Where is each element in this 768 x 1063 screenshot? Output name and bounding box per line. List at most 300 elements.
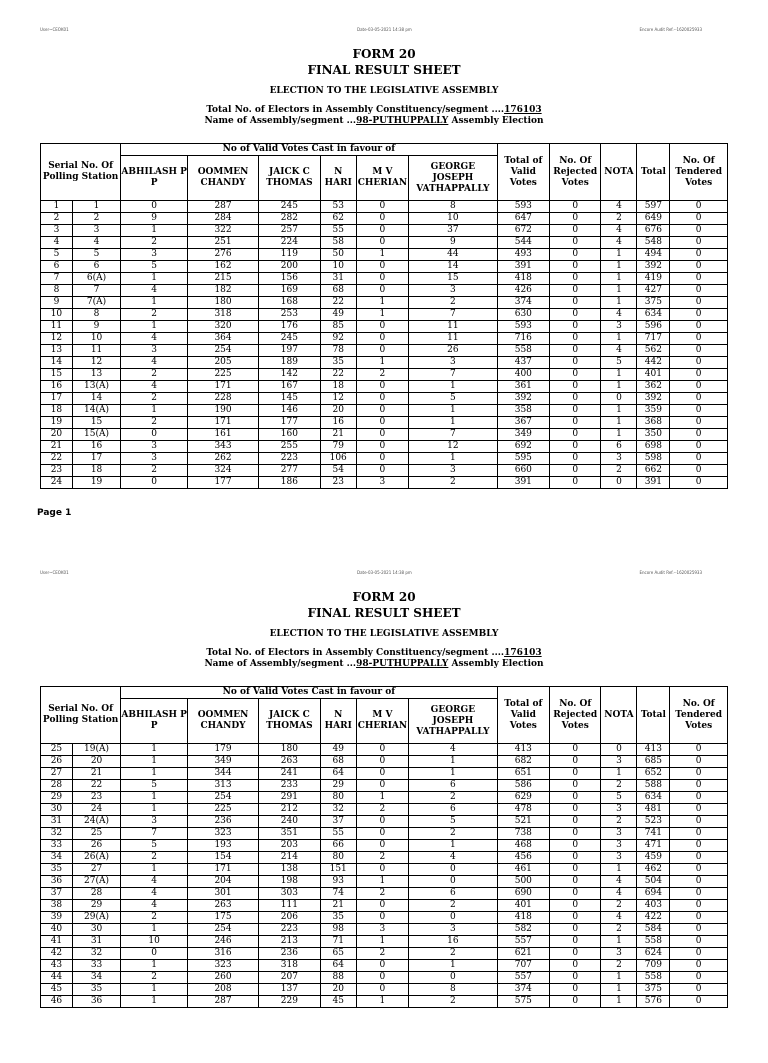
serial-header: Serial No. Of Polling Station — [41, 687, 121, 744]
table-cell: 214 — [259, 852, 321, 864]
table-cell: 44 — [409, 249, 497, 261]
table-cell: 0 — [121, 948, 188, 960]
table-cell: 71 — [320, 936, 356, 948]
table-cell: 10 — [72, 333, 120, 345]
table-cell: 741 — [637, 828, 670, 840]
table-cell: 595 — [497, 453, 549, 465]
table-cell: 161 — [188, 429, 259, 441]
table-cell: 3 — [72, 225, 120, 237]
table-cell: 0 — [550, 876, 601, 888]
table-cell: 0 — [670, 876, 728, 888]
serial-header: Serial No. Of Polling Station — [41, 144, 121, 201]
table-cell: 1 — [121, 768, 188, 780]
table-cell: 0 — [356, 900, 408, 912]
table-cell: 2 — [601, 780, 637, 792]
table-cell: 0 — [670, 297, 728, 309]
table-row — [41, 465, 728, 477]
table-cell: 4 — [601, 225, 637, 237]
table-cell: 50 — [320, 249, 356, 261]
table-row — [41, 477, 728, 489]
table-cell: 0 — [550, 369, 601, 381]
table-cell: 0 — [356, 768, 408, 780]
table-cell: 400 — [497, 369, 549, 381]
table-cell: 0 — [670, 261, 728, 273]
print-date: Date-03-05-2021 14:38 pm — [357, 27, 412, 32]
table-cell: 0 — [121, 477, 188, 489]
table-cell: 0 — [670, 792, 728, 804]
table-cell: 182 — [188, 285, 259, 297]
table-cell: 7 — [121, 828, 188, 840]
table-cell: 1 — [121, 984, 188, 996]
table-cell: 0 — [670, 213, 728, 225]
table-cell: 2 — [409, 477, 497, 489]
table-cell: 391 — [497, 477, 549, 489]
table-cell: 588 — [637, 780, 670, 792]
table-cell: 2 — [356, 369, 408, 381]
table-cell: 4 — [409, 744, 497, 756]
table-cell: 168 — [259, 297, 321, 309]
table-row — [41, 960, 728, 972]
table-row — [41, 429, 728, 441]
table-cell: 14 — [409, 261, 497, 273]
table-cell: 35 — [320, 912, 356, 924]
table-cell: 180 — [259, 744, 321, 756]
result-sheet-page-1 — [0, 0, 768, 520]
table-cell: 18 — [72, 465, 120, 477]
table-cell: 0 — [550, 960, 601, 972]
table-cell: 3 — [356, 477, 408, 489]
table-cell: 287 — [188, 996, 259, 1008]
table-row — [41, 369, 728, 381]
table-row — [41, 345, 728, 357]
table-cell: 4 — [41, 237, 73, 249]
table-cell: 4 — [121, 876, 188, 888]
table-cell: 0 — [356, 237, 408, 249]
table-cell: 3 — [601, 828, 637, 840]
table-cell: 85 — [320, 321, 356, 333]
table-cell: 137 — [259, 984, 321, 996]
table-cell: 78 — [320, 345, 356, 357]
table-cell: 4 — [601, 876, 637, 888]
table-cell: 145 — [259, 393, 321, 405]
table-cell: 322 — [188, 225, 259, 237]
table-cell: 1 — [356, 936, 408, 948]
table-cell: 0 — [670, 309, 728, 321]
table-row — [41, 780, 728, 792]
table-cell: 0 — [550, 780, 601, 792]
table-cell: 206 — [259, 912, 321, 924]
table-cell: 0 — [670, 972, 728, 984]
table-cell: 12 — [72, 357, 120, 369]
assembly-name: 98-PUTHUPPALLY — [356, 116, 449, 126]
table-cell: 1 — [601, 261, 637, 273]
table-cell: 28 — [72, 888, 120, 900]
table-cell: 11 — [409, 321, 497, 333]
table-cell: 254 — [188, 924, 259, 936]
table-cell: 0 — [550, 828, 601, 840]
table-cell: 190 — [188, 405, 259, 417]
table-cell: 2 — [41, 213, 73, 225]
table-cell: 3 — [121, 345, 188, 357]
table-cell: 717 — [637, 333, 670, 345]
table-cell: 2 — [356, 948, 408, 960]
table-row — [41, 744, 728, 756]
table-cell: 3 — [121, 453, 188, 465]
table-cell: 0 — [356, 333, 408, 345]
table-cell: 180 — [188, 297, 259, 309]
table-cell: 2 — [409, 996, 497, 1008]
table-cell: 690 — [497, 888, 549, 900]
table-cell: 478 — [497, 804, 549, 816]
table-cell: 0 — [670, 333, 728, 345]
table-cell: 260 — [188, 972, 259, 984]
table-row — [41, 912, 728, 924]
table-cell: 4 — [601, 309, 637, 321]
table-cell: 15 — [409, 273, 497, 285]
total-header: Total — [637, 144, 670, 201]
table-cell: 413 — [637, 744, 670, 756]
table-cell: 34 — [72, 972, 120, 984]
table-cell: 0 — [356, 780, 408, 792]
table-cell: 0 — [356, 393, 408, 405]
table-row — [41, 984, 728, 996]
table-cell: 169 — [259, 285, 321, 297]
table-cell: 500 — [497, 876, 549, 888]
table-cell: 46 — [41, 996, 73, 1008]
table-cell: 23 — [320, 477, 356, 489]
table-cell: 193 — [188, 840, 259, 852]
table-cell: 649 — [637, 213, 670, 225]
table-cell: 9 — [41, 297, 73, 309]
table-cell: 1 — [601, 864, 637, 876]
table-cell: 54 — [320, 465, 356, 477]
table-cell: 49 — [320, 744, 356, 756]
table-cell: 20 — [72, 756, 120, 768]
table-cell: 11 — [72, 345, 120, 357]
table-cell: 0 — [670, 369, 728, 381]
table-cell: 2 — [409, 900, 497, 912]
table-cell: 1 — [409, 840, 497, 852]
table-cell: 92 — [320, 333, 356, 345]
table-cell: 651 — [497, 768, 549, 780]
table-cell: 0 — [670, 201, 728, 213]
table-cell: 575 — [497, 996, 549, 1008]
table-row — [41, 453, 728, 465]
candidate-header: GEORGE JOSEPH VATHAPPALLY — [409, 699, 497, 744]
table-cell: 20 — [320, 984, 356, 996]
table-cell: 0 — [550, 297, 601, 309]
table-cell: 0 — [550, 888, 601, 900]
table-cell: 236 — [188, 816, 259, 828]
audit-reference: Encore Audit Ref.--1620025933 — [639, 27, 702, 32]
table-cell: 0 — [356, 984, 408, 996]
table-cell: 351 — [259, 828, 321, 840]
table-cell: 2 — [601, 924, 637, 936]
table-cell: 22 — [72, 780, 120, 792]
table-cell: 660 — [497, 465, 549, 477]
table-cell: 1 — [601, 984, 637, 996]
table-cell: 3 — [41, 225, 73, 237]
table-cell: 22 — [320, 297, 356, 309]
table-cell: 5 — [121, 261, 188, 273]
table-cell: 0 — [356, 261, 408, 273]
table-cell: 31 — [320, 273, 356, 285]
table-cell: 38 — [41, 900, 73, 912]
table-cell: 35 — [320, 357, 356, 369]
table-cell: 0 — [550, 453, 601, 465]
table-cell: 1 — [601, 273, 637, 285]
table-cell: 375 — [637, 984, 670, 996]
table-row — [41, 261, 728, 273]
table-cell: 0 — [670, 840, 728, 852]
table-cell: 68 — [320, 756, 356, 768]
table-cell: 558 — [637, 972, 670, 984]
table-cell: 98 — [320, 924, 356, 936]
table-cell: 37 — [320, 816, 356, 828]
table-cell: 6(A) — [72, 273, 120, 285]
table-cell: 55 — [320, 225, 356, 237]
table-cell: 1 — [409, 405, 497, 417]
table-cell: 21 — [41, 441, 73, 453]
table-cell: 3 — [121, 441, 188, 453]
table-cell: 30 — [72, 924, 120, 936]
table-cell: 3 — [601, 321, 637, 333]
table-cell: 374 — [497, 984, 549, 996]
table-cell: 0 — [550, 393, 601, 405]
table-cell: 8 — [41, 285, 73, 297]
table-cell: 0 — [550, 477, 601, 489]
table-cell: 0 — [550, 768, 601, 780]
table-cell: 0 — [670, 393, 728, 405]
table-cell: 3 — [601, 852, 637, 864]
table-cell: 392 — [637, 261, 670, 273]
table-cell: 422 — [637, 912, 670, 924]
table-cell: 203 — [259, 840, 321, 852]
table-cell: 2 — [121, 912, 188, 924]
table-cell: 1 — [601, 768, 637, 780]
valid-votes-group-header: No of Valid Votes Cast in favour of — [121, 144, 497, 156]
table-cell: 630 — [497, 309, 549, 321]
table-cell: 0 — [670, 852, 728, 864]
table-cell: 521 — [497, 816, 549, 828]
table-cell: 205 — [188, 357, 259, 369]
table-cell: 0 — [550, 864, 601, 876]
table-cell: 368 — [637, 417, 670, 429]
table-cell: 0 — [550, 345, 601, 357]
table-cell: 17 — [41, 393, 73, 405]
table-cell: 9 — [121, 213, 188, 225]
table-cell: 5 — [409, 816, 497, 828]
table-cell: 1 — [601, 381, 637, 393]
table-cell: 0 — [670, 780, 728, 792]
table-cell: 562 — [637, 345, 670, 357]
table-cell: 21 — [72, 768, 120, 780]
user-id: User~CEOK01 — [40, 570, 69, 575]
table-cell: 3 — [601, 756, 637, 768]
table-cell: 207 — [259, 972, 321, 984]
table-cell: 5 — [72, 249, 120, 261]
table-cell: 276 — [188, 249, 259, 261]
candidate-header: N HARI — [320, 699, 356, 744]
table-cell: 42 — [41, 948, 73, 960]
table-cell: 597 — [637, 201, 670, 213]
table-cell: 0 — [356, 225, 408, 237]
table-cell: 0 — [409, 912, 497, 924]
table-cell: 0 — [670, 912, 728, 924]
table-cell: 4 — [601, 201, 637, 213]
table-cell: 55 — [320, 828, 356, 840]
table-cell: 0 — [670, 804, 728, 816]
table-cell: 37 — [409, 225, 497, 237]
table-row — [41, 393, 728, 405]
table-cell: 1 — [356, 996, 408, 1008]
table-cell: 0 — [550, 852, 601, 864]
table-cell: 1 — [121, 756, 188, 768]
table-cell: 2 — [409, 792, 497, 804]
assembly-name: 98-PUTHUPPALLY — [356, 659, 449, 669]
electors-count: 176103 — [504, 648, 542, 658]
table-cell: 13(A) — [72, 381, 120, 393]
table-cell: 459 — [637, 852, 670, 864]
print-date: Date-03-05-2021 14:38 pm — [357, 570, 412, 575]
table-cell: 176 — [259, 321, 321, 333]
table-cell: 0 — [121, 201, 188, 213]
table-cell: 629 — [497, 792, 549, 804]
table-cell: 3 — [409, 465, 497, 477]
table-cell: 481 — [637, 804, 670, 816]
table-cell: 79 — [320, 441, 356, 453]
table-cell: 442 — [637, 357, 670, 369]
table-cell: 29 — [320, 780, 356, 792]
table-cell: 43 — [41, 960, 73, 972]
table-cell: 245 — [259, 333, 321, 345]
table-row — [41, 321, 728, 333]
table-cell: 2 — [601, 900, 637, 912]
table-cell: 45 — [320, 996, 356, 1008]
table-cell: 0 — [550, 201, 601, 213]
table-cell: 6 — [409, 804, 497, 816]
table-cell: 246 — [188, 936, 259, 948]
table-cell: 0 — [356, 285, 408, 297]
table-cell: 4 — [72, 237, 120, 249]
table-cell: 74 — [320, 888, 356, 900]
rejected-header: No. Of Rejected Votes — [550, 144, 601, 201]
table-row — [41, 792, 728, 804]
table-cell: 1 — [356, 309, 408, 321]
table-cell: 0 — [550, 273, 601, 285]
table-cell: 1 — [601, 333, 637, 345]
table-cell: 0 — [550, 756, 601, 768]
table-cell: 253 — [259, 309, 321, 321]
table-cell: 4 — [601, 237, 637, 249]
table-cell: 0 — [356, 213, 408, 225]
table-cell: 5 — [121, 780, 188, 792]
table-cell: 3 — [121, 816, 188, 828]
total-valid-header: Total of Valid Votes — [497, 687, 549, 744]
table-cell: 106 — [320, 453, 356, 465]
table-cell: 4 — [601, 345, 637, 357]
table-row — [41, 201, 728, 213]
table-cell: 36 — [41, 876, 73, 888]
table-cell: 0 — [670, 744, 728, 756]
table-cell: 6 — [409, 780, 497, 792]
table-cell: 0 — [550, 285, 601, 297]
table-cell: 0 — [356, 744, 408, 756]
table-cell: 28 — [41, 780, 73, 792]
page-number: Page 1 — [37, 508, 72, 518]
table-cell: 738 — [497, 828, 549, 840]
table-cell: 0 — [356, 840, 408, 852]
table-cell: 32 — [320, 804, 356, 816]
table-cell: 2 — [121, 393, 188, 405]
table-cell: 634 — [637, 309, 670, 321]
table-cell: 2 — [601, 960, 637, 972]
table-cell: 12 — [320, 393, 356, 405]
table-cell: 32 — [72, 948, 120, 960]
table-cell: 27 — [41, 768, 73, 780]
table-cell: 391 — [637, 477, 670, 489]
table-cell: 13 — [41, 345, 73, 357]
table-cell: 0 — [550, 237, 601, 249]
table-cell: 12 — [409, 441, 497, 453]
assembly-suffix: Assembly Election — [448, 116, 544, 126]
table-cell: 4 — [121, 333, 188, 345]
table-cell: 224 — [259, 237, 321, 249]
table-cell: 7 — [41, 273, 73, 285]
table-cell: 142 — [259, 369, 321, 381]
table-cell: 344 — [188, 768, 259, 780]
table-cell: 634 — [637, 792, 670, 804]
table-cell: 0 — [356, 321, 408, 333]
candidate-header: JAICK C THOMAS — [259, 156, 321, 201]
table-cell: 66 — [320, 840, 356, 852]
table-cell: 198 — [259, 876, 321, 888]
table-cell: 682 — [497, 756, 549, 768]
table-cell: 0 — [550, 321, 601, 333]
table-cell: 33 — [41, 840, 73, 852]
table-cell: 6 — [409, 888, 497, 900]
table-cell: 20 — [320, 405, 356, 417]
table-cell: 26 — [409, 345, 497, 357]
table-cell: 427 — [637, 285, 670, 297]
table-cell: 1 — [601, 285, 637, 297]
table-cell: 0 — [356, 441, 408, 453]
table-cell: 418 — [497, 912, 549, 924]
table-cell: 0 — [356, 345, 408, 357]
table-cell: 0 — [356, 273, 408, 285]
assembly-suffix: Assembly Election — [448, 659, 544, 669]
table-cell: 1 — [601, 249, 637, 261]
assembly-line — [0, 116, 748, 127]
table-cell: 2 — [409, 948, 497, 960]
table-cell: 5 — [41, 249, 73, 261]
table-cell: 228 — [188, 393, 259, 405]
table-cell: 1 — [601, 297, 637, 309]
table-cell: 0 — [670, 453, 728, 465]
table-cell: 31 — [41, 816, 73, 828]
table-cell: 0 — [356, 417, 408, 429]
table-cell: 0 — [550, 441, 601, 453]
table-cell: 504 — [637, 876, 670, 888]
table-cell: 0 — [670, 429, 728, 441]
table-cell: 34 — [41, 852, 73, 864]
table-cell: 0 — [409, 864, 497, 876]
table-cell: 0 — [670, 357, 728, 369]
table-cell: 0 — [670, 225, 728, 237]
table-cell: 0 — [550, 816, 601, 828]
table-cell: 0 — [356, 756, 408, 768]
table-cell: 177 — [188, 477, 259, 489]
